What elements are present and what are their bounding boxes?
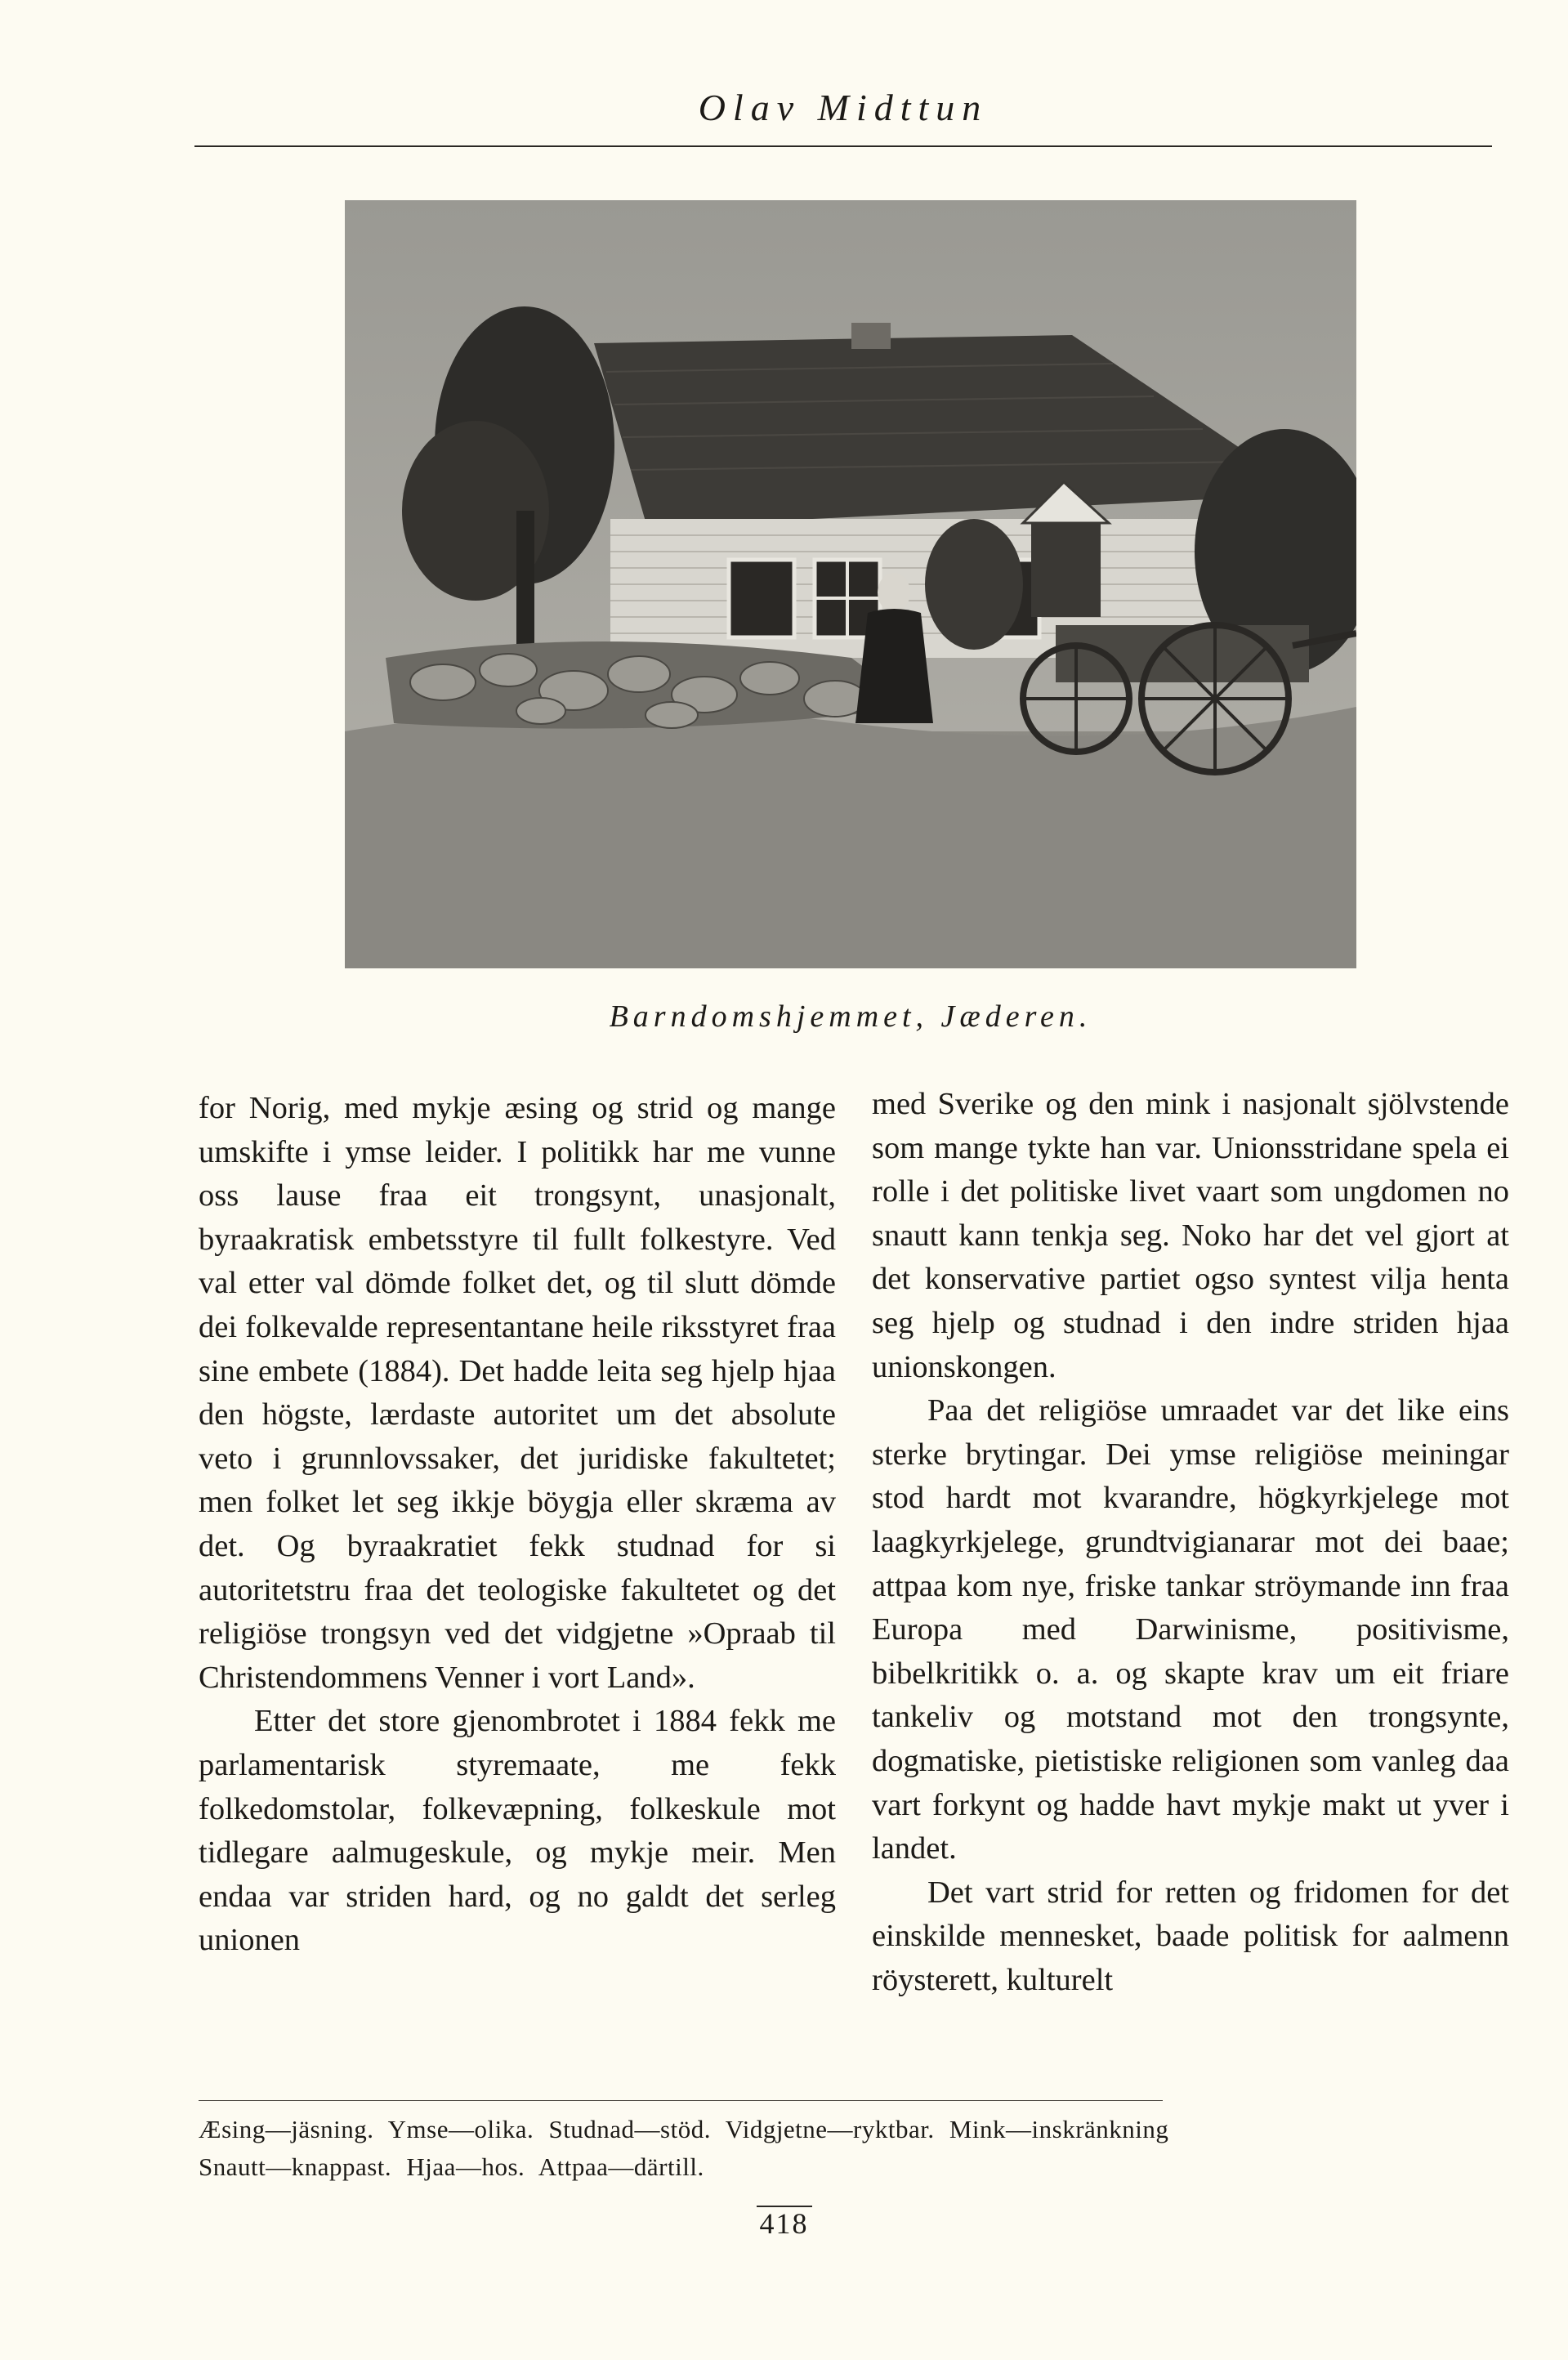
page-number <box>0 2206 1568 2241</box>
figure-caption: Barndomshjemmet, Jæderen. <box>609 999 1092 1034</box>
footnotes <box>199 2111 1522 2186</box>
right-column <box>872 1083 1509 2002</box>
photo-illustration <box>345 200 1356 968</box>
footnote-rule <box>199 2100 1163 2101</box>
footnote-line-2: Snautt—knappast. Hjaa—hos. Attpaa—därtill. <box>199 2152 704 2181</box>
left-column <box>199 1087 836 1963</box>
right-paragraph-1: med Sverike og den mink i nasjonalt sjölvstende som mange tykte han var. Unionsstridane spela ei rolle i det politiske livet vaart som ungdomen no snautt kann tenkja seg. Noko har det vel gjort at det konservative partiet ogso syntest vilja henta seg hjelp og studnad i den indre striden hjaa unionskongen. <box>872 1087 1509 1384</box>
right-paragraph-3: Det vart strid for retten og fridomen for det einskilde mennesket, baade politisk for aalmenn röysterett, kulturelt <box>872 1875 1509 1997</box>
house-photo <box>345 200 1356 968</box>
footnote-line-1: Æsing—jäsning. Ymse—olika. Studnad—stöd. Vidgjetne—ryktbar. Mink—inskränkning <box>199 2115 1169 2143</box>
right-paragraph-2: Paa det religiöse umraadet var det like eins sterke brytingar. Dei ymse religiöse meiningar stod hardt mot kvarandre, högkyrkjelege mot laagkyrkjelege, grundtvigianarar mot dei baae; attpaa kom nye, friske tankar ströymande inn fraa Europa med Darwinisme, positivisme, bibelkritikk o. a. og skapte krav um eit friare tankeliv og motstand mot den trongsynte, dogmatiske, pietistiske religionen som vanleg daa vart forkynt og hadde havt mykje makt ut yver i landet. <box>872 1393 1509 1866</box>
page-number-text: 418 <box>757 2206 812 2240</box>
running-header: Olav Midttun <box>698 87 989 128</box>
left-paragraph-1: for Norig, med mykje æsing og strid og mange umskifte i ymse leider. I politikk har me vunne oss lause fraa eit trongsynt, unasjonalt, byraakratisk embetsstyre til fullt folkestyre. Ved val etter val dömde folket det, og til slutt dömde dei folkevalde representantane heile riksstyret fraa sine embete (1884). Det hadde leita seg hjelp hjaa den högste, lærdaste autoritet um det absolute veto i grunnlovssaker, det juridiske fakultetet; men folket let seg ikkje böygja eller skræma av det. Og byraakratiet fekk studnad for si autoritetstru fraa det teologiske fakultetet og det religiöse trongsyn ved det vidgjetne »Opraab til Christendommens Venner i vort Land». <box>199 1091 836 1695</box>
left-paragraph-2: Etter det store gjenombrotet i 1884 fekk me parlamentarisk styremaate, me fekk folkedomstolar, folkevæpning, folkeskule mot tidlegare aalmugeskule, og mykje meir. Men endaa var striden hard, og no galdt det serleg unionen <box>199 1704 836 1958</box>
header-rule <box>194 145 1492 147</box>
